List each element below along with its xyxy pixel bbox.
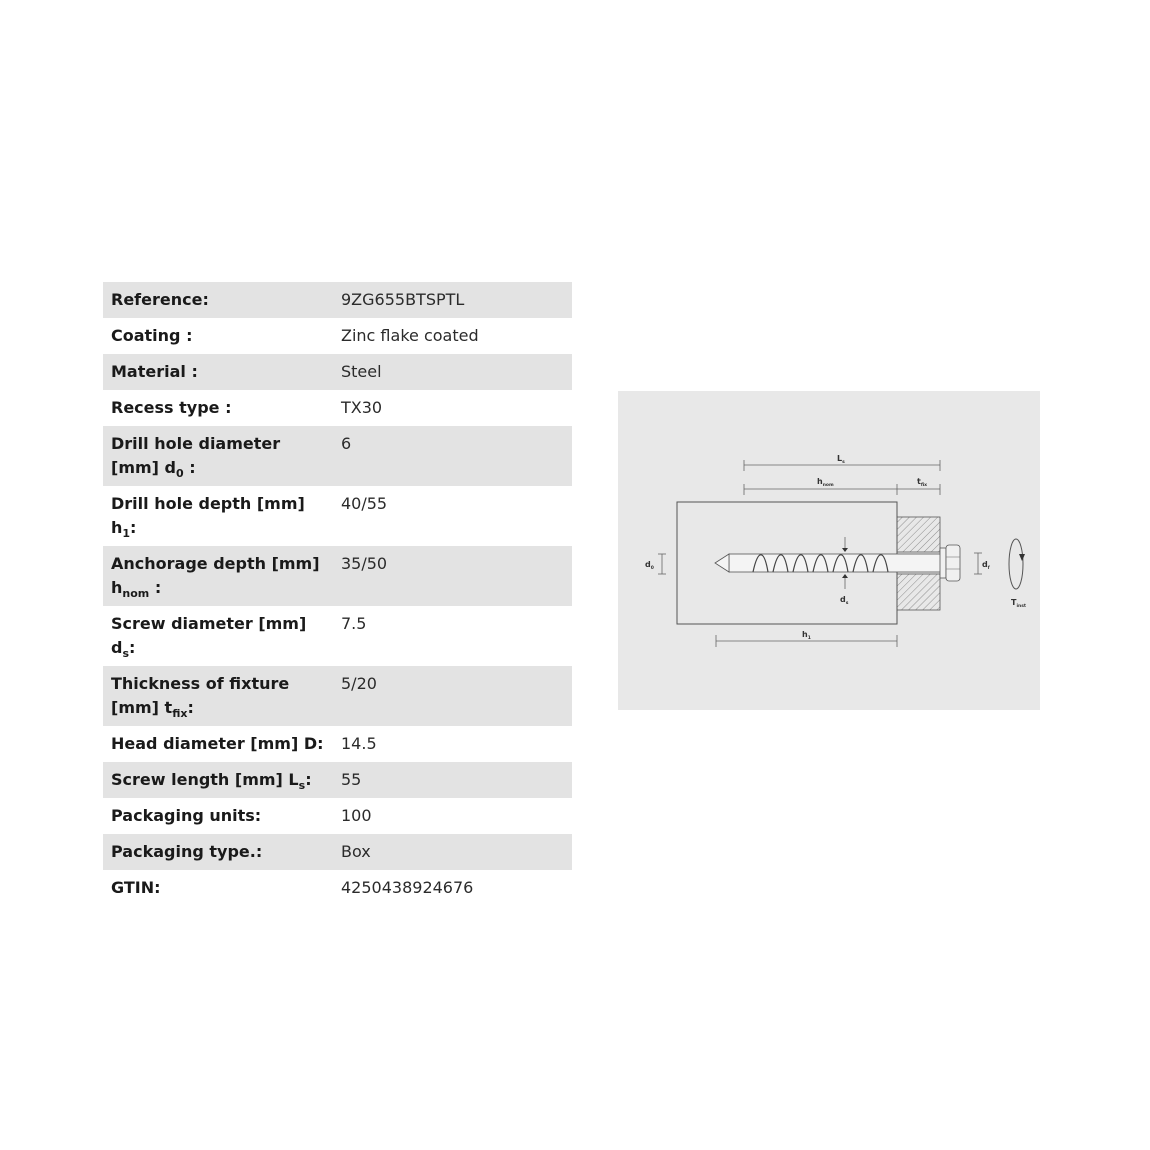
- spec-label: Packaging units:: [111, 806, 262, 825]
- spec-label: Coating :: [111, 326, 193, 345]
- spec-row-gtin: [103, 870, 572, 906]
- spec-label: GTIN:: [111, 878, 161, 897]
- spec-value: Zinc flake coated: [341, 326, 479, 345]
- spec-row-fixture-thickness: [103, 666, 572, 726]
- diagram-drawing: [618, 391, 1040, 710]
- spec-label: Drill hole depth [mm] $h_1$:: [111, 494, 305, 540]
- spec-label: Screw diameter [mm] $d_s$:: [111, 614, 307, 660]
- spec-row-packaging-type: [103, 834, 572, 870]
- spec-value: Steel: [333, 354, 572, 390]
- fixture-lower: [897, 574, 940, 610]
- spec-value: 14.5: [341, 734, 377, 753]
- label-h1: $h_1$: [802, 630, 811, 641]
- spec-label: Recess type :: [111, 398, 232, 417]
- spec-value: 35/50: [333, 546, 572, 606]
- spec-label: Reference:: [103, 282, 333, 318]
- fixture-upper: [897, 517, 940, 552]
- spec-label: Thickness of fixture [mm] $t_{fix}$:: [103, 666, 333, 726]
- label-hnom: $h_{nom}$: [817, 477, 834, 488]
- spec-label: Drill hole diameter [mm] $d_0$ :: [103, 426, 333, 486]
- spec-row-anchorage-depth: [103, 546, 572, 606]
- spec-row-reference: [103, 282, 572, 318]
- screw-installation-diagram: [618, 391, 1040, 710]
- label-df: $d_f$: [982, 560, 990, 571]
- label-tinst: $T_{inst}$: [1011, 598, 1027, 609]
- spec-row-screw-length: [103, 762, 572, 798]
- spec-value: 4250438924676: [341, 878, 474, 897]
- label-ls: $L_s$: [837, 454, 845, 465]
- spec-row-drill-hole-diameter: [103, 426, 572, 486]
- spec-value: Box: [333, 834, 572, 870]
- spec-label: Material :: [103, 354, 333, 390]
- spec-value: 7.5: [341, 614, 367, 633]
- torque-arrow-icon: [1009, 539, 1023, 589]
- spec-row-recess-type: [103, 390, 572, 426]
- specifications-table: [103, 282, 572, 906]
- spec-value: TX30: [341, 398, 383, 417]
- spec-label: Packaging type.:: [103, 834, 333, 870]
- label-tfix: $t_{fix}$: [917, 477, 928, 488]
- spec-value: 55: [333, 762, 572, 798]
- spec-value: 6: [333, 426, 572, 486]
- spec-row-coating: [103, 318, 572, 354]
- spec-label: Screw length [mm] $L_s$:: [103, 762, 333, 798]
- spec-value: 5/20: [333, 666, 572, 726]
- spec-label: Anchorage depth [mm] $h_{nom}$ :: [103, 546, 333, 606]
- label-ds: $d_s$: [840, 595, 849, 606]
- spec-row-screw-diameter: [103, 606, 572, 666]
- spec-row-head-diameter: [103, 726, 572, 762]
- spec-value: 40/55: [341, 494, 388, 513]
- spec-value: 9ZG655BTSPTL: [333, 282, 572, 318]
- spec-row-drill-hole-depth: [103, 486, 572, 546]
- spec-label: Head diameter [mm] D:: [111, 734, 324, 753]
- spec-value: 100: [341, 806, 372, 825]
- spec-row-packaging-units: [103, 798, 572, 834]
- label-d0: $d_0$: [645, 560, 654, 571]
- spec-row-material: [103, 354, 572, 390]
